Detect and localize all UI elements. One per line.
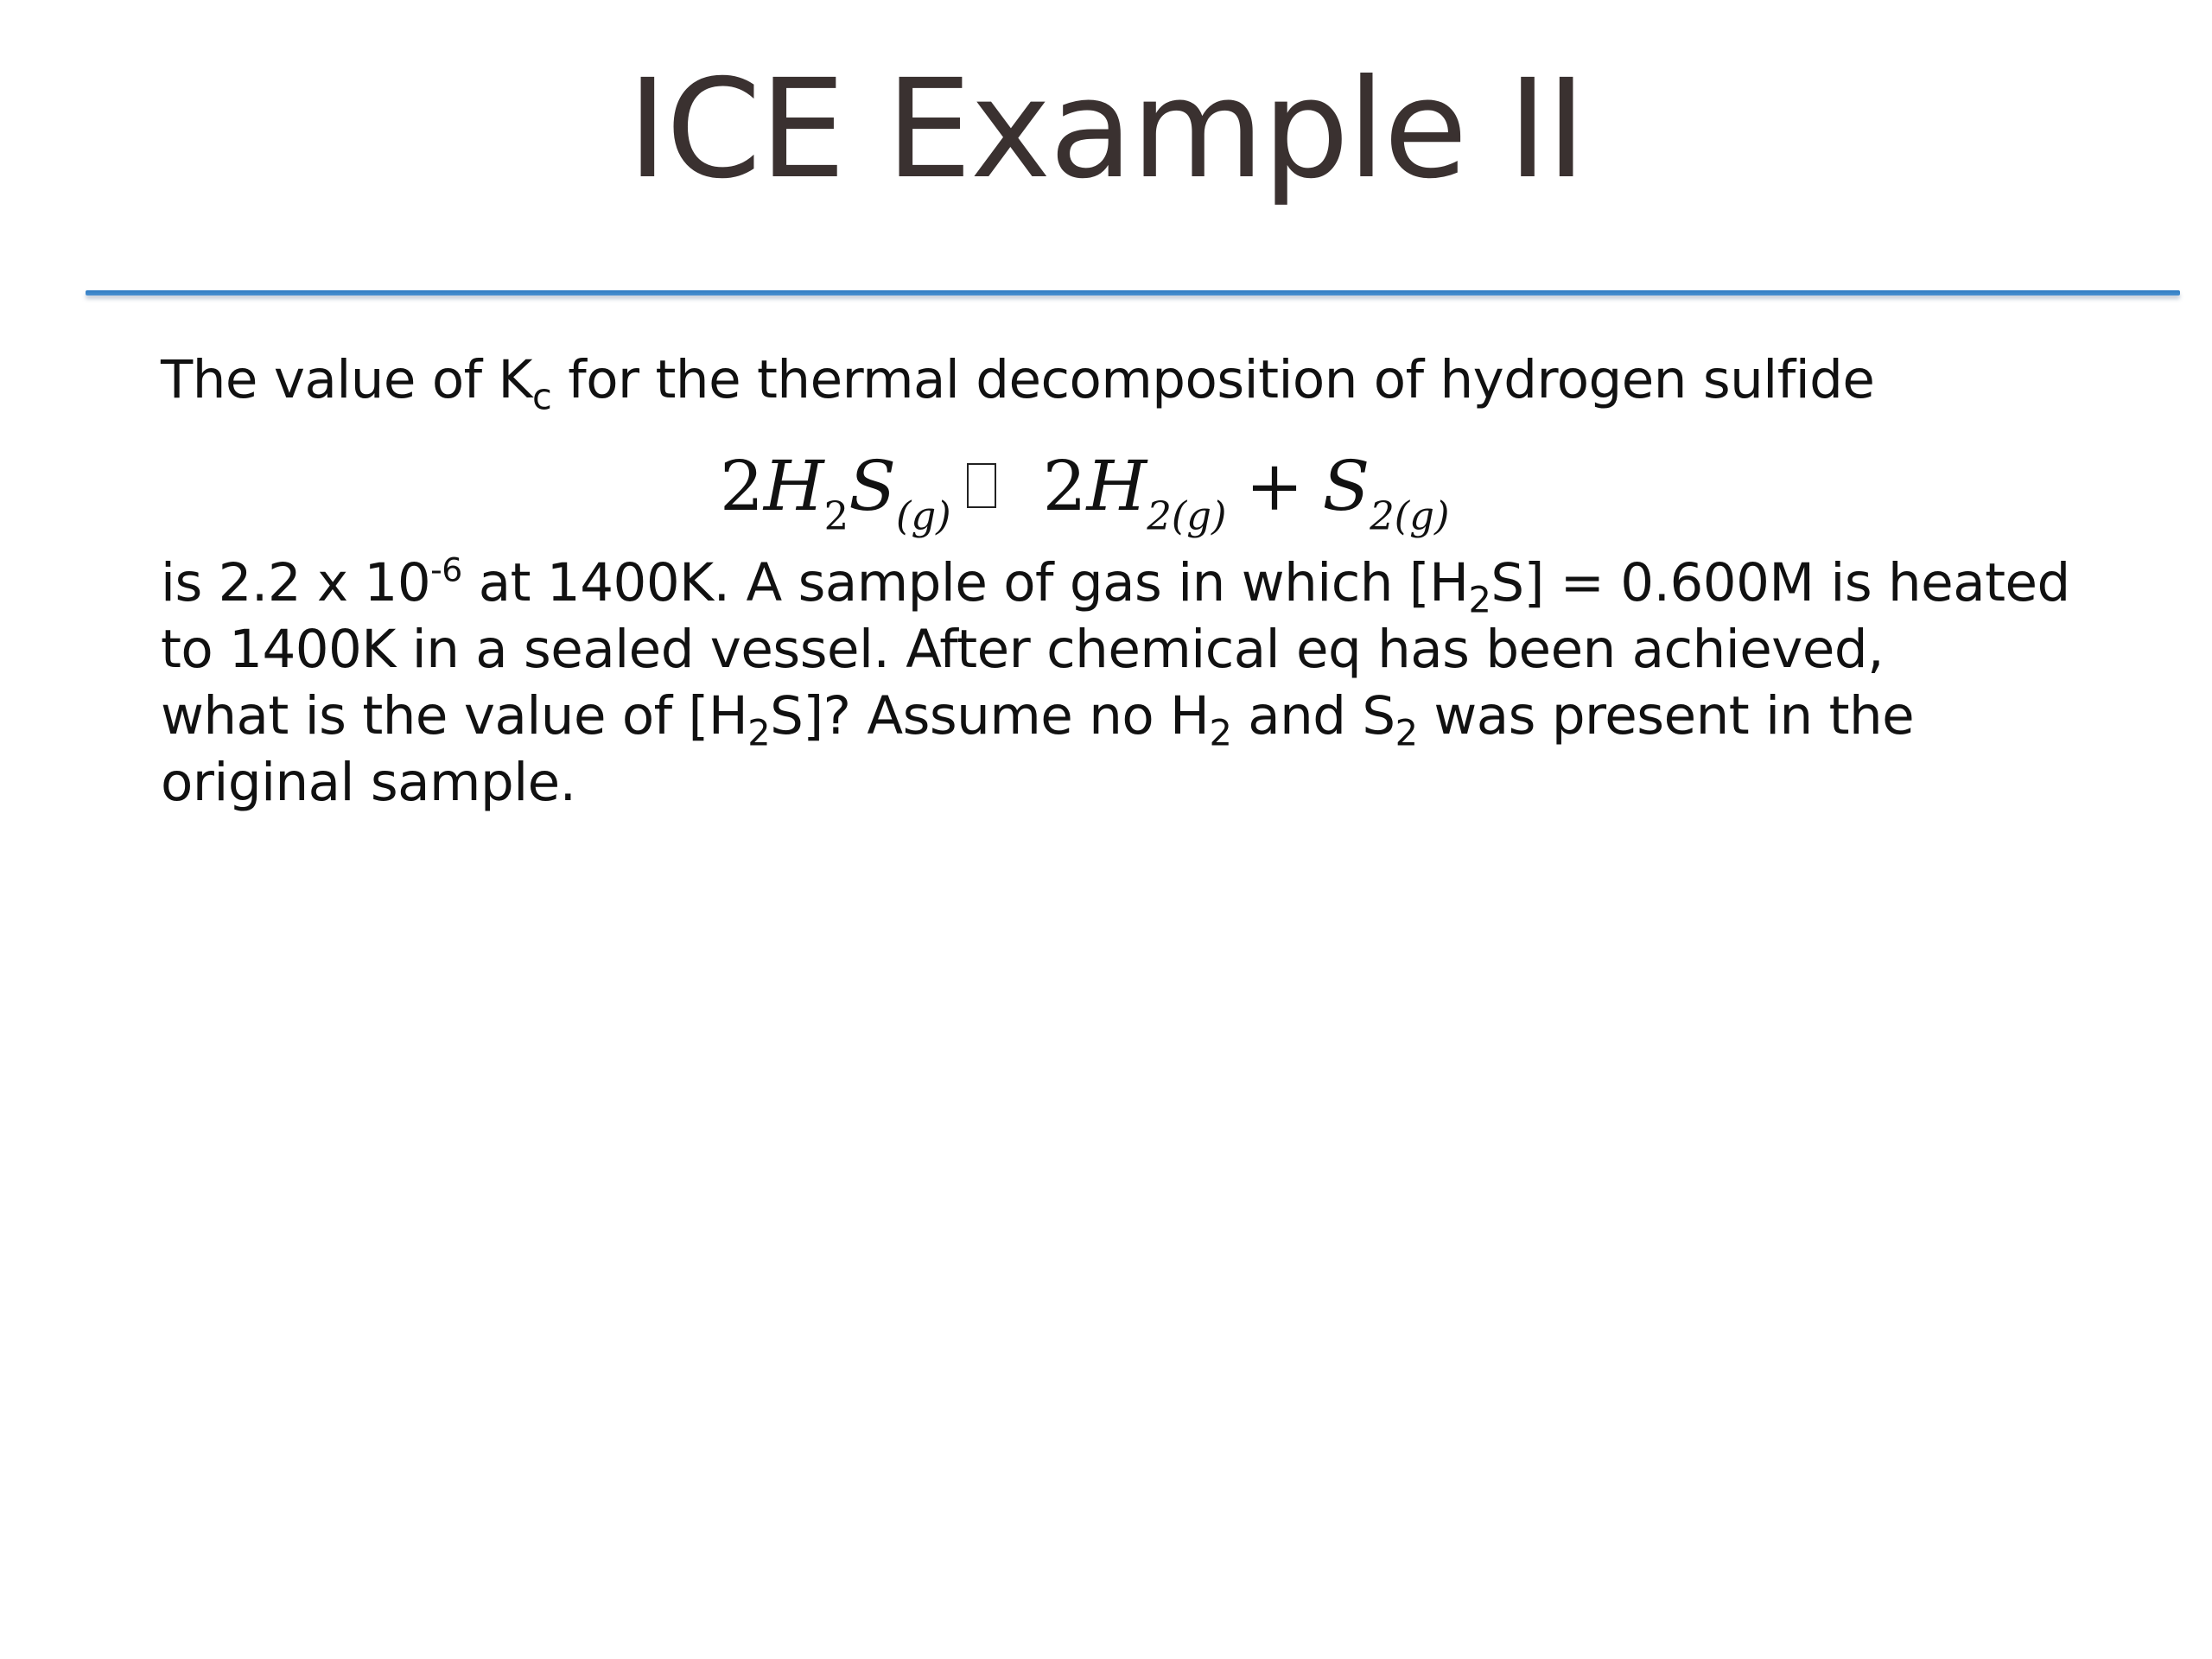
kc-subscript: c <box>532 375 552 418</box>
reactant-state: (g) <box>896 493 951 539</box>
slide-title: ICE Example II <box>627 50 1585 209</box>
line4-sub-3: 2 <box>1395 711 1418 754</box>
reactant-sulfur: S <box>849 446 896 526</box>
h2s-subscript: 2 <box>1468 578 1491 621</box>
product1-subscript: 2(g) <box>1147 493 1227 539</box>
product1-hydrogen: H <box>1086 446 1147 526</box>
reactant-hydrogen: H <box>763 446 824 526</box>
body-line-2 <box>161 550 2070 621</box>
intro-line <box>161 347 1875 418</box>
line2-text-b: at 1400K. A sample of gas in which [H <box>461 552 1469 613</box>
line4-sub-2: 2 <box>1209 711 1232 754</box>
line2-text-c: S] = 0.600M is heated <box>1491 552 2070 613</box>
line4-text-a: what is the value of [H <box>161 685 748 747</box>
product1-coefficient: 2 <box>1042 446 1087 526</box>
product2-subscript: 2(g) <box>1370 493 1450 539</box>
line4-text-d: was present in the <box>1417 685 1915 747</box>
equilibrium-arrow-icon <box>967 463 996 508</box>
line4-text-b: S]? Assume no H <box>770 685 1210 747</box>
body-line-3: to 1400K in a sealed vessel. After chemical eq has been achieved, <box>161 619 1884 680</box>
intro-text-b: for the thermal decomposition of hydrogen sulfide <box>551 349 1875 410</box>
line4-sub-1: 2 <box>747 711 771 754</box>
title-divider <box>86 290 2180 296</box>
line2-text-a: is 2.2 x 10 <box>161 552 431 613</box>
line4-text-c: and S <box>1231 685 1395 747</box>
body-line-5: original sample. <box>161 752 576 813</box>
intro-text-a: The value of K <box>161 349 533 410</box>
reactant-hydrogen-subscript: 2 <box>823 493 849 539</box>
product2-sulfur: S <box>1322 446 1370 526</box>
reaction-equation <box>720 439 1449 543</box>
exponent: -6 <box>430 550 462 589</box>
body-line-4 <box>161 683 1915 754</box>
reactant-coefficient: 2 <box>720 446 764 526</box>
plus-sign: + <box>1245 446 1304 526</box>
